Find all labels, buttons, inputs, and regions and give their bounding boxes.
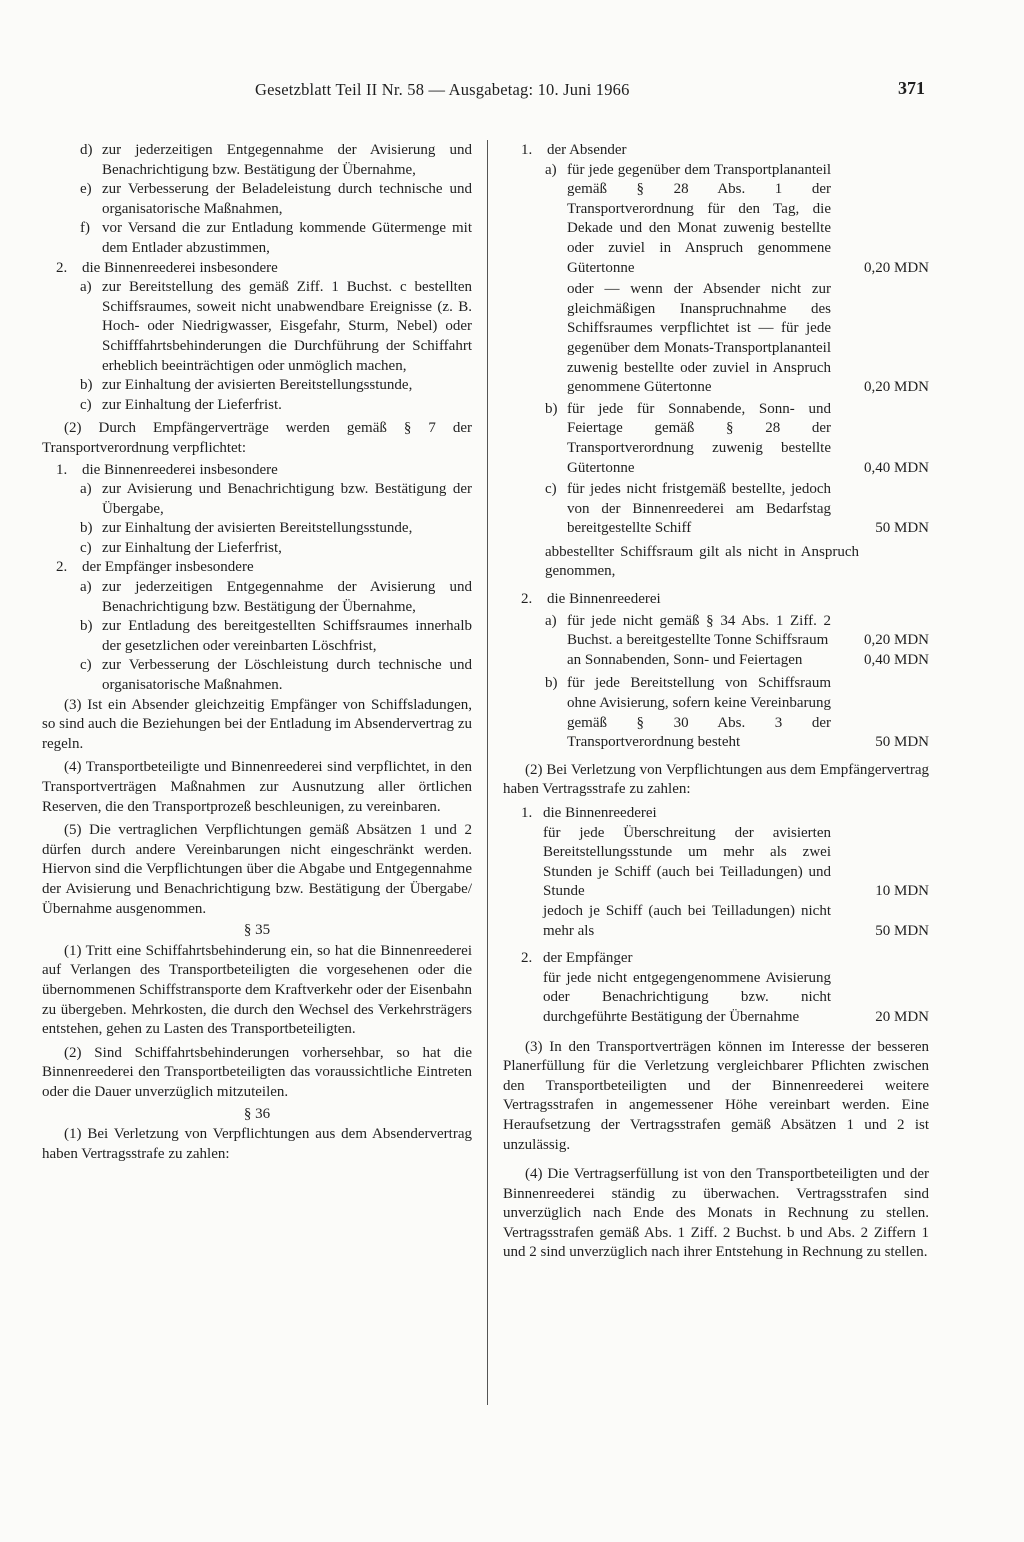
left-column <box>42 141 472 1166</box>
item-label: c) <box>80 539 92 556</box>
item-text: zur Einhaltung der Lieferfrist, <box>102 539 282 556</box>
item-label: 2. <box>521 950 533 967</box>
item-text: zur jederzeitigen Entgegennahme der Avisierung und Benachrichtigung bzw. Bestätigung der Übernahme, <box>102 579 472 615</box>
item-label: b) <box>80 520 93 537</box>
item-text: für jede nicht entgegengenommene Avisierung oder Benachrichtigung bzw. nicht durchgeführte Bestätigung der Übernahme <box>543 969 831 1025</box>
right-column <box>503 141 929 1265</box>
section-heading: § 36 <box>243 1105 271 1122</box>
item-text: die Binnenreederei <box>543 805 657 821</box>
item-text: für jede Überschreitung der avisierten Bereitstellungsstunde um mehr als zwei Stunden je Schiff (auch bei Teilladungen) und Stunde <box>543 824 831 900</box>
penalty-item <box>545 480 929 539</box>
penalty-item <box>543 969 929 1028</box>
list-item <box>80 656 472 695</box>
penalty-amount: 20 MDN <box>875 1008 929 1025</box>
item-text: zur Entladung des bereitgestellten Schiffsraumes innerhalb der gesetzlichen oder vereinbarten Löschfrist, <box>102 618 472 654</box>
paragraph: (2) Sind Schiffahrtsbehinderungen vorhersehbar, so hat die Binnenreederei den Transportbeteiligten das voraussichtliche Eintreten oder die Dauer unverzüglich mitzuteilen. <box>42 1044 472 1100</box>
paragraph: (1) Tritt eine Schiffahrtsbehinderung ein, so hat die Binnenreederei auf Verlangen des Transportbeteiligten die vorgesehenen oder die übernommenen Schiffstransporte dem Kraftverkehr oder der Eisenbahn zu übergeben. Mehrkosten, die durch den Wechsel des Verkehrsträgers entstehen, gehen zu Lasten des Transportbeteiligten. <box>42 942 472 1038</box>
list-item <box>80 219 472 258</box>
item-text: zur jederzeitigen Entgegennahme der Avisierung und Benachrichtigung bzw. Bestätigung der Übernahme, <box>102 142 472 178</box>
list-item <box>56 558 472 578</box>
item-text: zur Einhaltung der Lieferfrist. <box>102 396 282 413</box>
penalty-amount: 0,20 MDN <box>863 379 929 396</box>
header-title: Gesetzblatt Teil II Nr. 58 — Ausgabetag: 10. Juni 1966 <box>255 80 630 99</box>
section-heading: § 35 <box>243 922 271 939</box>
item-text: die Binnenreederei <box>547 591 661 608</box>
item-text: für jede gegenüber dem Transportplananteil gemäß § 28 Abs. 1 der Transportverordnung für den Tag, die Dekade und den Monat zuwenig bestellte oder zuviel in Anspruch genommene Gütertonne <box>567 161 831 276</box>
paragraph: abbestellter Schiffsraum gilt als nicht in Anspruch genommen, <box>545 543 859 580</box>
paragraph: (4) Die Vertragserfüllung ist von den Transportbeteiligten und der Binnenreederei ständig zu überwachen. Vertragsstrafen sind unverzüglich nach Ende des Monats in Rechnung zu stellen. Vertragsstrafen gemäß Abs. 1 Ziff. 2 Buchst. b und Abs. 2 Ziffern 1 und 2 sind unverzüglich nach ihrer Entstehung in Rechnung zu stellen. <box>503 1166 929 1261</box>
list-item <box>80 519 472 539</box>
item-text: vor Versand die zur Entladung kommende Gütermenge mit dem Entlader abzustimmen, <box>102 220 472 256</box>
list-item <box>80 180 472 219</box>
item-label: a) <box>545 612 557 629</box>
list-item <box>80 539 472 559</box>
paragraph: (3) Ist ein Absender gleichzeitig Empfänger von Schiffsladungen, so sind auch die Beziehungen bei der Entladung im Absendervertrag zu regeln. <box>42 696 472 752</box>
item-text: die Binnenreederei insbesondere <box>82 259 278 276</box>
item-label: b) <box>80 618 93 635</box>
list-item <box>56 461 472 481</box>
item-label: 2. <box>56 559 68 576</box>
item-text: für jede nicht gemäß § 34 Abs. 1 Ziff. 2 Buchst. a bereitgestellte Tonne Schiffsraum <box>567 612 831 649</box>
item-label: 2. <box>521 591 533 608</box>
item-text: jedoch je Schiff (auch bei Teilladungen) nicht mehr als <box>543 902 831 939</box>
item-label: c) <box>80 657 92 674</box>
list-item <box>80 278 472 376</box>
item-label: 1. <box>521 142 533 158</box>
list-item <box>80 376 472 396</box>
item-label: a) <box>80 481 92 498</box>
item-label: a) <box>80 279 92 296</box>
penalty-amount: 0,20 MDN <box>863 259 929 276</box>
page-number: 371 <box>898 78 925 98</box>
penalty-amount: 0,40 MDN <box>863 459 929 476</box>
item-text: für jede Bereitstellung von Schiffsraum ohne Avisierung, sofern keine Vereinbarung gemäß § 30 Abs. 3 der Transportverordnung besteht <box>567 675 831 751</box>
item-label: 1. <box>56 461 68 478</box>
penalty-amount: 50 MDN <box>875 734 929 751</box>
paragraph: (4) Transportbeteiligte und Binnenreederei sind verpflichtet, in den Transportverträgen Maßnahmen zur Ausnutzung aller örtlichen Reserven, die den Transportprozeß beschleunigen, zu vereinbaren. <box>42 759 472 815</box>
list-item <box>80 578 472 617</box>
page-header <box>0 78 1024 104</box>
list-item <box>80 141 472 180</box>
list-item <box>80 617 472 656</box>
list-item <box>80 396 472 416</box>
list-item <box>521 804 929 824</box>
item-text: der Empfänger <box>543 950 633 967</box>
item-text: zur Verbesserung der Beladeleistung durch technische und organisatorische Maßnahmen, <box>102 181 472 217</box>
penalty-item <box>545 400 929 478</box>
paragraph: (2) Durch Empfängerverträge werden gemäß § 7 der Transportverordnung verpflichtet: <box>42 420 472 456</box>
list-item <box>521 141 929 161</box>
item-text: zur Einhaltung der avisierten Bereitstellungsstunde, <box>102 377 413 394</box>
item-text: der Absender <box>547 142 627 158</box>
item-label: a) <box>545 161 557 178</box>
item-label: c) <box>545 481 557 498</box>
penalty-amount: 50 MDN <box>875 922 929 939</box>
item-text: an Sonnabenden, Sonn- und Feiertagen <box>567 651 803 668</box>
penalty-amount: 50 MDN <box>875 520 929 537</box>
item-text: für jedes nicht fristgemäß bestellte, jedoch von der Binnenreederei am Bedarfstag bereitgestellte Schiff <box>567 481 831 537</box>
item-text: der Empfänger insbesondere <box>82 559 254 576</box>
paragraph: (3) In den Transportverträgen können im Interesse der besseren Planerfüllung für die Verletzung vergleichbarer Pflichten zwischen den Transportbeteiligten und der Binnenreederei weitere Vertragsstrafen in angemessener Höhe vereinbart werden. Eine Heraufsetzung der Vertragsstrafen gemäß Absätzen 1 und 2 ist unzulässig. <box>503 1038 929 1153</box>
list-item <box>56 259 472 279</box>
item-text: zur Einhaltung der avisierten Bereitstellungsstunde, <box>102 520 413 537</box>
penalty-amount: 0,40 MDN <box>863 651 929 668</box>
list-item <box>521 949 929 969</box>
item-text: für jede für Sonnabende, Sonn- und Feiertage gemäß § 28 der Transportverordnung zuwenig bestellte Gütertonne <box>567 400 831 476</box>
penalty-item <box>567 280 929 398</box>
penalty-item <box>567 651 929 671</box>
penalty-item <box>545 161 929 279</box>
item-text: zur Avisierung und Benachrichtigung bzw. Bestätigung der Übergabe, <box>102 481 472 517</box>
item-label: 2. <box>56 259 68 276</box>
penalty-item <box>543 824 929 902</box>
item-text: oder — wenn der Absender nicht zur gleichmäßigen Inanspruchnahme des Schiffsraumes verpflichtet ist — für jede gegenüber dem Monats-Transportplananteil zuwenig bestellte oder zuviel in Anspruch genommene Gütertonne <box>567 281 831 396</box>
item-label: f) <box>80 220 90 237</box>
penalty-amount: 0,20 MDN <box>863 632 929 649</box>
item-text: die Binnenreederei insbesondere <box>82 461 278 478</box>
penalty-amount: 10 MDN <box>875 883 929 900</box>
item-label: a) <box>80 579 92 596</box>
penalty-item <box>543 902 929 941</box>
item-label: b) <box>545 675 558 692</box>
item-label: c) <box>80 396 92 413</box>
item-label: b) <box>80 377 93 394</box>
item-label: b) <box>545 400 558 417</box>
penalty-item <box>545 674 929 752</box>
item-label: d) <box>80 142 93 158</box>
item-label: 1. <box>521 805 533 821</box>
column-divider <box>487 140 488 1405</box>
item-text: zur Bereitstellung des gemäß Ziff. 1 Buchst. c bestellten Schiffsraumes, soweit nicht unabwendbare Ereignisse (z. B. Hoch- oder Niedrigwasser, Eisgefahr, Sturm, Nebel) oder Schifffahrtsbehinderungen die Durchführung der Schiffahrt erheblich beeinträchtigen oder unmöglich machen, <box>102 279 472 374</box>
list-item <box>80 480 472 519</box>
item-label: e) <box>80 181 92 198</box>
paragraph: (1) Bei Verletzung von Verpflichtungen aus dem Absendervertrag haben Vertragsstrafe zu zahlen: <box>42 1126 472 1162</box>
paragraph: (5) Die vertraglichen Verpflichtungen gemäß Absätzen 1 und 2 dürfen durch andere Vereinbarungen nicht eingeschränkt werden. Hiervon sind die Verpflichtungen über die Abgabe und Entgegennahme der Avisierung und Benachrichtigung bzw. Bestätigung der Übergabe/Übernahme ausgenommen. <box>42 822 472 917</box>
paragraph: (2) Bei Verletzung von Verpflichtungen aus dem Empfängervertrag haben Vertragsstrafe zu zahlen: <box>503 761 929 798</box>
item-text: zur Verbesserung der Löschleistung durch technische und organisatorische Maßnahmen. <box>102 657 472 694</box>
penalty-item <box>545 612 929 651</box>
list-item <box>521 590 929 610</box>
